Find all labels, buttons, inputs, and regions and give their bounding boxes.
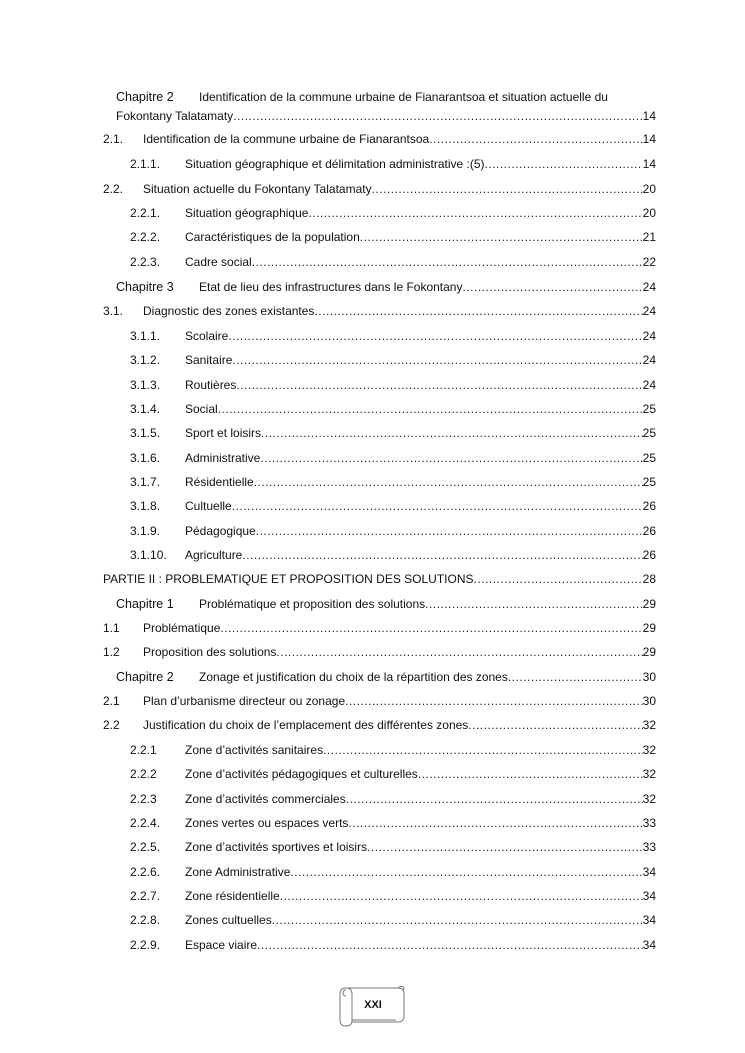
toc-entry-number: 3.1.3. xyxy=(130,378,161,392)
toc-entry[interactable] xyxy=(103,716,656,734)
toc-entry-page: 32 xyxy=(642,718,656,732)
toc-entry-title: Pédagogique xyxy=(185,524,256,538)
toc-entry-title: Routières xyxy=(185,378,237,392)
chapter-label: Chapitre 2 xyxy=(116,90,174,104)
dot-leader xyxy=(228,327,642,345)
toc-entry-title: Zones vertes ou espaces verts xyxy=(185,816,349,830)
toc-entry-page: 34 xyxy=(642,938,656,952)
toc-entry-number: 3.1.5. xyxy=(130,426,161,440)
toc-entry-number: 2.1 xyxy=(103,694,120,708)
dot-leader xyxy=(308,204,642,222)
toc-entry-chapter-2-continued[interactable] xyxy=(116,107,656,125)
toc-entry-page: 29 xyxy=(642,645,656,659)
toc-entry-number: 2.2.3. xyxy=(130,255,161,269)
toc-entry-number: 2.1. xyxy=(103,132,124,146)
dot-leader xyxy=(232,497,643,515)
toc-entry-number: 2.2.6. xyxy=(130,865,161,879)
toc-entry-page: 21 xyxy=(642,230,656,244)
toc-entry[interactable] xyxy=(103,619,656,637)
toc-entry-title: Scolaire xyxy=(185,329,229,343)
toc-entry-page: 32 xyxy=(642,767,656,781)
page-number: XXI xyxy=(364,999,382,1011)
chapter-label: Chapitre 1 xyxy=(116,597,174,611)
chapter-label: Chapitre 3 xyxy=(116,280,174,294)
dot-leader xyxy=(367,838,643,856)
chapter-title-line1: Identification de la commune urbaine de Fianarantsoa et situation actuelle du xyxy=(199,90,608,104)
toc-entry-title: Justification du choix de l’emplacement des différentes zones xyxy=(143,718,469,732)
toc-entry-number: 2.2.3 xyxy=(130,792,157,806)
dot-leader xyxy=(474,570,643,588)
dot-leader xyxy=(252,253,643,271)
toc-entry[interactable] xyxy=(130,228,656,246)
toc-entry-number: 2.2.9. xyxy=(130,938,161,952)
dot-leader xyxy=(280,887,643,905)
toc-entry[interactable] xyxy=(130,838,656,856)
part-heading: PARTIE II : PROBLEMATIQUE ET PROPOSITION DES SOLUTIONS xyxy=(103,572,474,586)
toc-entry-number: 2.2.5. xyxy=(130,840,161,854)
toc-entry-number: 1.1 xyxy=(103,621,120,635)
dot-leader xyxy=(462,278,642,296)
toc-entry-page: 24 xyxy=(642,378,656,392)
toc-entry[interactable] xyxy=(103,692,656,710)
toc-entry[interactable] xyxy=(130,765,656,783)
toc-entry[interactable] xyxy=(116,668,656,686)
toc-entry[interactable] xyxy=(130,887,656,905)
dot-leader xyxy=(348,814,642,832)
dot-leader xyxy=(260,449,642,467)
toc-entry-page: 24 xyxy=(642,329,656,343)
toc-entry[interactable] xyxy=(130,351,656,369)
toc-entry-title: Situation géographique xyxy=(185,206,309,220)
toc-entry-title: Zone Administrative xyxy=(185,865,291,879)
toc-entry-page: 26 xyxy=(642,499,656,513)
toc-entry-page: 33 xyxy=(642,816,656,830)
toc-entry-page: 25 xyxy=(642,426,656,440)
dot-leader xyxy=(468,716,642,734)
toc-entry-number: 1.2 xyxy=(103,645,120,659)
toc-entry-number: 2.2.4. xyxy=(130,816,161,830)
toc-entry-number: 2.2 xyxy=(103,718,120,732)
toc-entry-title: Fokontany Talatamaty xyxy=(116,109,234,123)
toc-entry-title: Identification de la commune urbaine de Fianarantsoa xyxy=(143,132,430,146)
dot-leader xyxy=(272,911,643,929)
toc-entry[interactable] xyxy=(130,253,656,271)
toc-entry-number: 2.2.8. xyxy=(130,913,161,927)
toc-entry[interactable] xyxy=(116,595,656,613)
toc-entry-number: 2.2.2. xyxy=(130,230,161,244)
toc-entry-page: 34 xyxy=(642,865,656,879)
toc-entry[interactable] xyxy=(130,449,656,467)
toc-entry[interactable] xyxy=(130,790,656,808)
toc-entry-number: 3.1.1. xyxy=(130,329,161,343)
dot-leader xyxy=(323,741,643,759)
dot-leader xyxy=(220,619,642,637)
toc-entry-page: 22 xyxy=(642,255,656,269)
dot-leader xyxy=(345,692,643,710)
toc-entry-number: 3.1.4. xyxy=(130,402,161,416)
toc-entry-page: 29 xyxy=(642,597,656,611)
toc-entry[interactable] xyxy=(130,424,656,442)
toc-entry[interactable] xyxy=(130,473,656,491)
toc-entry[interactable] xyxy=(130,911,656,929)
toc-entry-title: Zone d’activités sportives et loisirs xyxy=(185,840,368,854)
toc-entry-number: 3.1. xyxy=(103,304,124,318)
dot-leader xyxy=(242,546,642,564)
toc-entry[interactable] xyxy=(130,741,656,759)
dot-leader xyxy=(254,473,643,491)
toc-entry[interactable] xyxy=(130,155,656,173)
toc-entry[interactable] xyxy=(130,936,656,954)
dot-leader xyxy=(290,863,642,881)
dot-leader xyxy=(276,643,642,661)
toc-entry-title: Agriculture xyxy=(185,548,243,562)
toc-entry-number: 2.2.7. xyxy=(130,889,161,903)
toc-entry-number: 2.2.1. xyxy=(130,206,161,220)
dot-leader xyxy=(346,790,643,808)
toc-entry[interactable] xyxy=(130,204,656,222)
toc-entry-title: Espace viaire xyxy=(185,938,258,952)
toc-entry-number: 3.1.10. xyxy=(130,548,167,562)
toc-entry[interactable] xyxy=(103,570,656,588)
toc-entry-title: Plan d’urbanisme directeur ou zonage xyxy=(143,694,346,708)
toc-entry-page: 30 xyxy=(642,694,656,708)
toc-entry-page: 14 xyxy=(642,132,656,146)
toc-entry-title: Zonage et justification du choix de la répartition des zones xyxy=(199,670,508,684)
dot-leader xyxy=(485,155,643,173)
dot-leader xyxy=(372,180,643,198)
toc-entry-number: 3.1.8. xyxy=(130,499,161,513)
toc-entry-page: 33 xyxy=(642,840,656,854)
toc-entry[interactable] xyxy=(103,643,656,661)
toc-entry-page: 14 xyxy=(642,157,656,171)
dot-leader xyxy=(261,424,643,442)
toc-entry[interactable] xyxy=(116,278,656,296)
dot-leader xyxy=(218,400,643,418)
toc-entry-number: 3.1.9. xyxy=(130,524,161,538)
toc-entry[interactable] xyxy=(103,130,656,148)
toc-entry-title: Proposition des solutions xyxy=(143,645,277,659)
toc-entry[interactable] xyxy=(130,400,656,418)
toc-entry-title: Sanitaire xyxy=(185,353,233,367)
toc-entry-title: Administrative xyxy=(185,451,261,465)
toc-entry-title: Situation géographique et délimitation administrative :(5) xyxy=(185,157,485,171)
toc-entry-page: 32 xyxy=(642,792,656,806)
toc-entry-page: 34 xyxy=(642,913,656,927)
toc-entry-title: Zone résidentielle xyxy=(185,889,280,903)
toc-entry-title: Problématique xyxy=(143,621,221,635)
toc-entry-page: 30 xyxy=(642,670,656,684)
chapter-heading xyxy=(116,88,174,106)
toc-entry-page: 34 xyxy=(642,889,656,903)
toc-entry-page: 32 xyxy=(642,743,656,757)
toc-entry-number: 3.1.7. xyxy=(130,475,161,489)
toc-entry-page: 26 xyxy=(642,524,656,538)
toc-entry-title: Cultuelle xyxy=(185,499,232,513)
toc-entry[interactable] xyxy=(130,376,656,394)
toc-entry-page: 25 xyxy=(642,451,656,465)
toc-entry-page: 24 xyxy=(642,353,656,367)
toc-entry[interactable] xyxy=(130,497,656,515)
toc-entry-title: Cadre social xyxy=(185,255,252,269)
toc-entry-page: 24 xyxy=(642,304,656,318)
toc-entry[interactable] xyxy=(130,522,656,540)
toc-entry-page: 20 xyxy=(642,182,656,196)
toc-entry-title: Situation actuelle du Fokontany Talatamaty xyxy=(143,182,372,196)
toc-entry-title: Problématique et proposition des solutions xyxy=(199,597,426,611)
toc-entry-title: Résidentielle xyxy=(185,475,254,489)
dot-leader xyxy=(233,107,642,125)
dot-leader xyxy=(232,351,642,369)
toc-entry-title: Etat de lieu des infrastructures dans le Fokontany xyxy=(199,280,463,294)
toc-entry-number: 2.2. xyxy=(103,182,124,196)
toc-entry-page: 14 xyxy=(642,109,656,123)
toc-entry-number: 3.1.2. xyxy=(130,353,161,367)
toc-entry[interactable] xyxy=(130,863,656,881)
dot-leader xyxy=(425,595,643,613)
toc-entry-number: 2.1.1. xyxy=(130,157,161,171)
toc-entry-page: 25 xyxy=(642,475,656,489)
toc-entry[interactable] xyxy=(130,814,656,832)
dot-leader xyxy=(257,936,643,954)
chapter-label: Chapitre 2 xyxy=(116,670,174,684)
toc-entry-title: Zones cultuelles xyxy=(185,913,272,927)
toc-entry-number: 2.2.2 xyxy=(130,767,157,781)
toc-entry-title: Zone d’activités sanitaires xyxy=(185,743,324,757)
toc-entry-page: 26 xyxy=(642,548,656,562)
toc-entry-title: Zone d’activités commerciales xyxy=(185,792,346,806)
toc-entry[interactable] xyxy=(103,180,656,198)
toc-entry-title: Diagnostic des zones existantes xyxy=(143,304,315,318)
dot-leader xyxy=(256,522,643,540)
toc-entry-title: Caractéristiques de la population xyxy=(185,230,360,244)
toc-entry[interactable] xyxy=(130,327,656,345)
toc-entry-page: 20 xyxy=(642,206,656,220)
toc-entry-title: Social xyxy=(185,402,218,416)
dot-leader xyxy=(418,765,643,783)
dot-leader xyxy=(360,228,643,246)
toc-entry[interactable] xyxy=(103,302,656,320)
toc-entry[interactable] xyxy=(130,546,656,564)
toc-entry-page: 29 xyxy=(642,621,656,635)
dot-leader xyxy=(429,130,642,148)
toc-entry-page: 28 xyxy=(642,572,656,586)
toc-entry-number: 3.1.6. xyxy=(130,451,161,465)
toc-entry-number: 2.2.1 xyxy=(130,743,157,757)
toc-entry-page: 25 xyxy=(642,402,656,416)
toc-entry-title: Sport et loisirs xyxy=(185,426,262,440)
toc-entry-title: Zone d’activités pédagogiques et culturelles xyxy=(185,767,418,781)
dot-leader xyxy=(236,376,642,394)
toc-entry-page: 24 xyxy=(642,280,656,294)
dot-leader xyxy=(314,302,642,320)
dot-leader xyxy=(508,668,643,686)
